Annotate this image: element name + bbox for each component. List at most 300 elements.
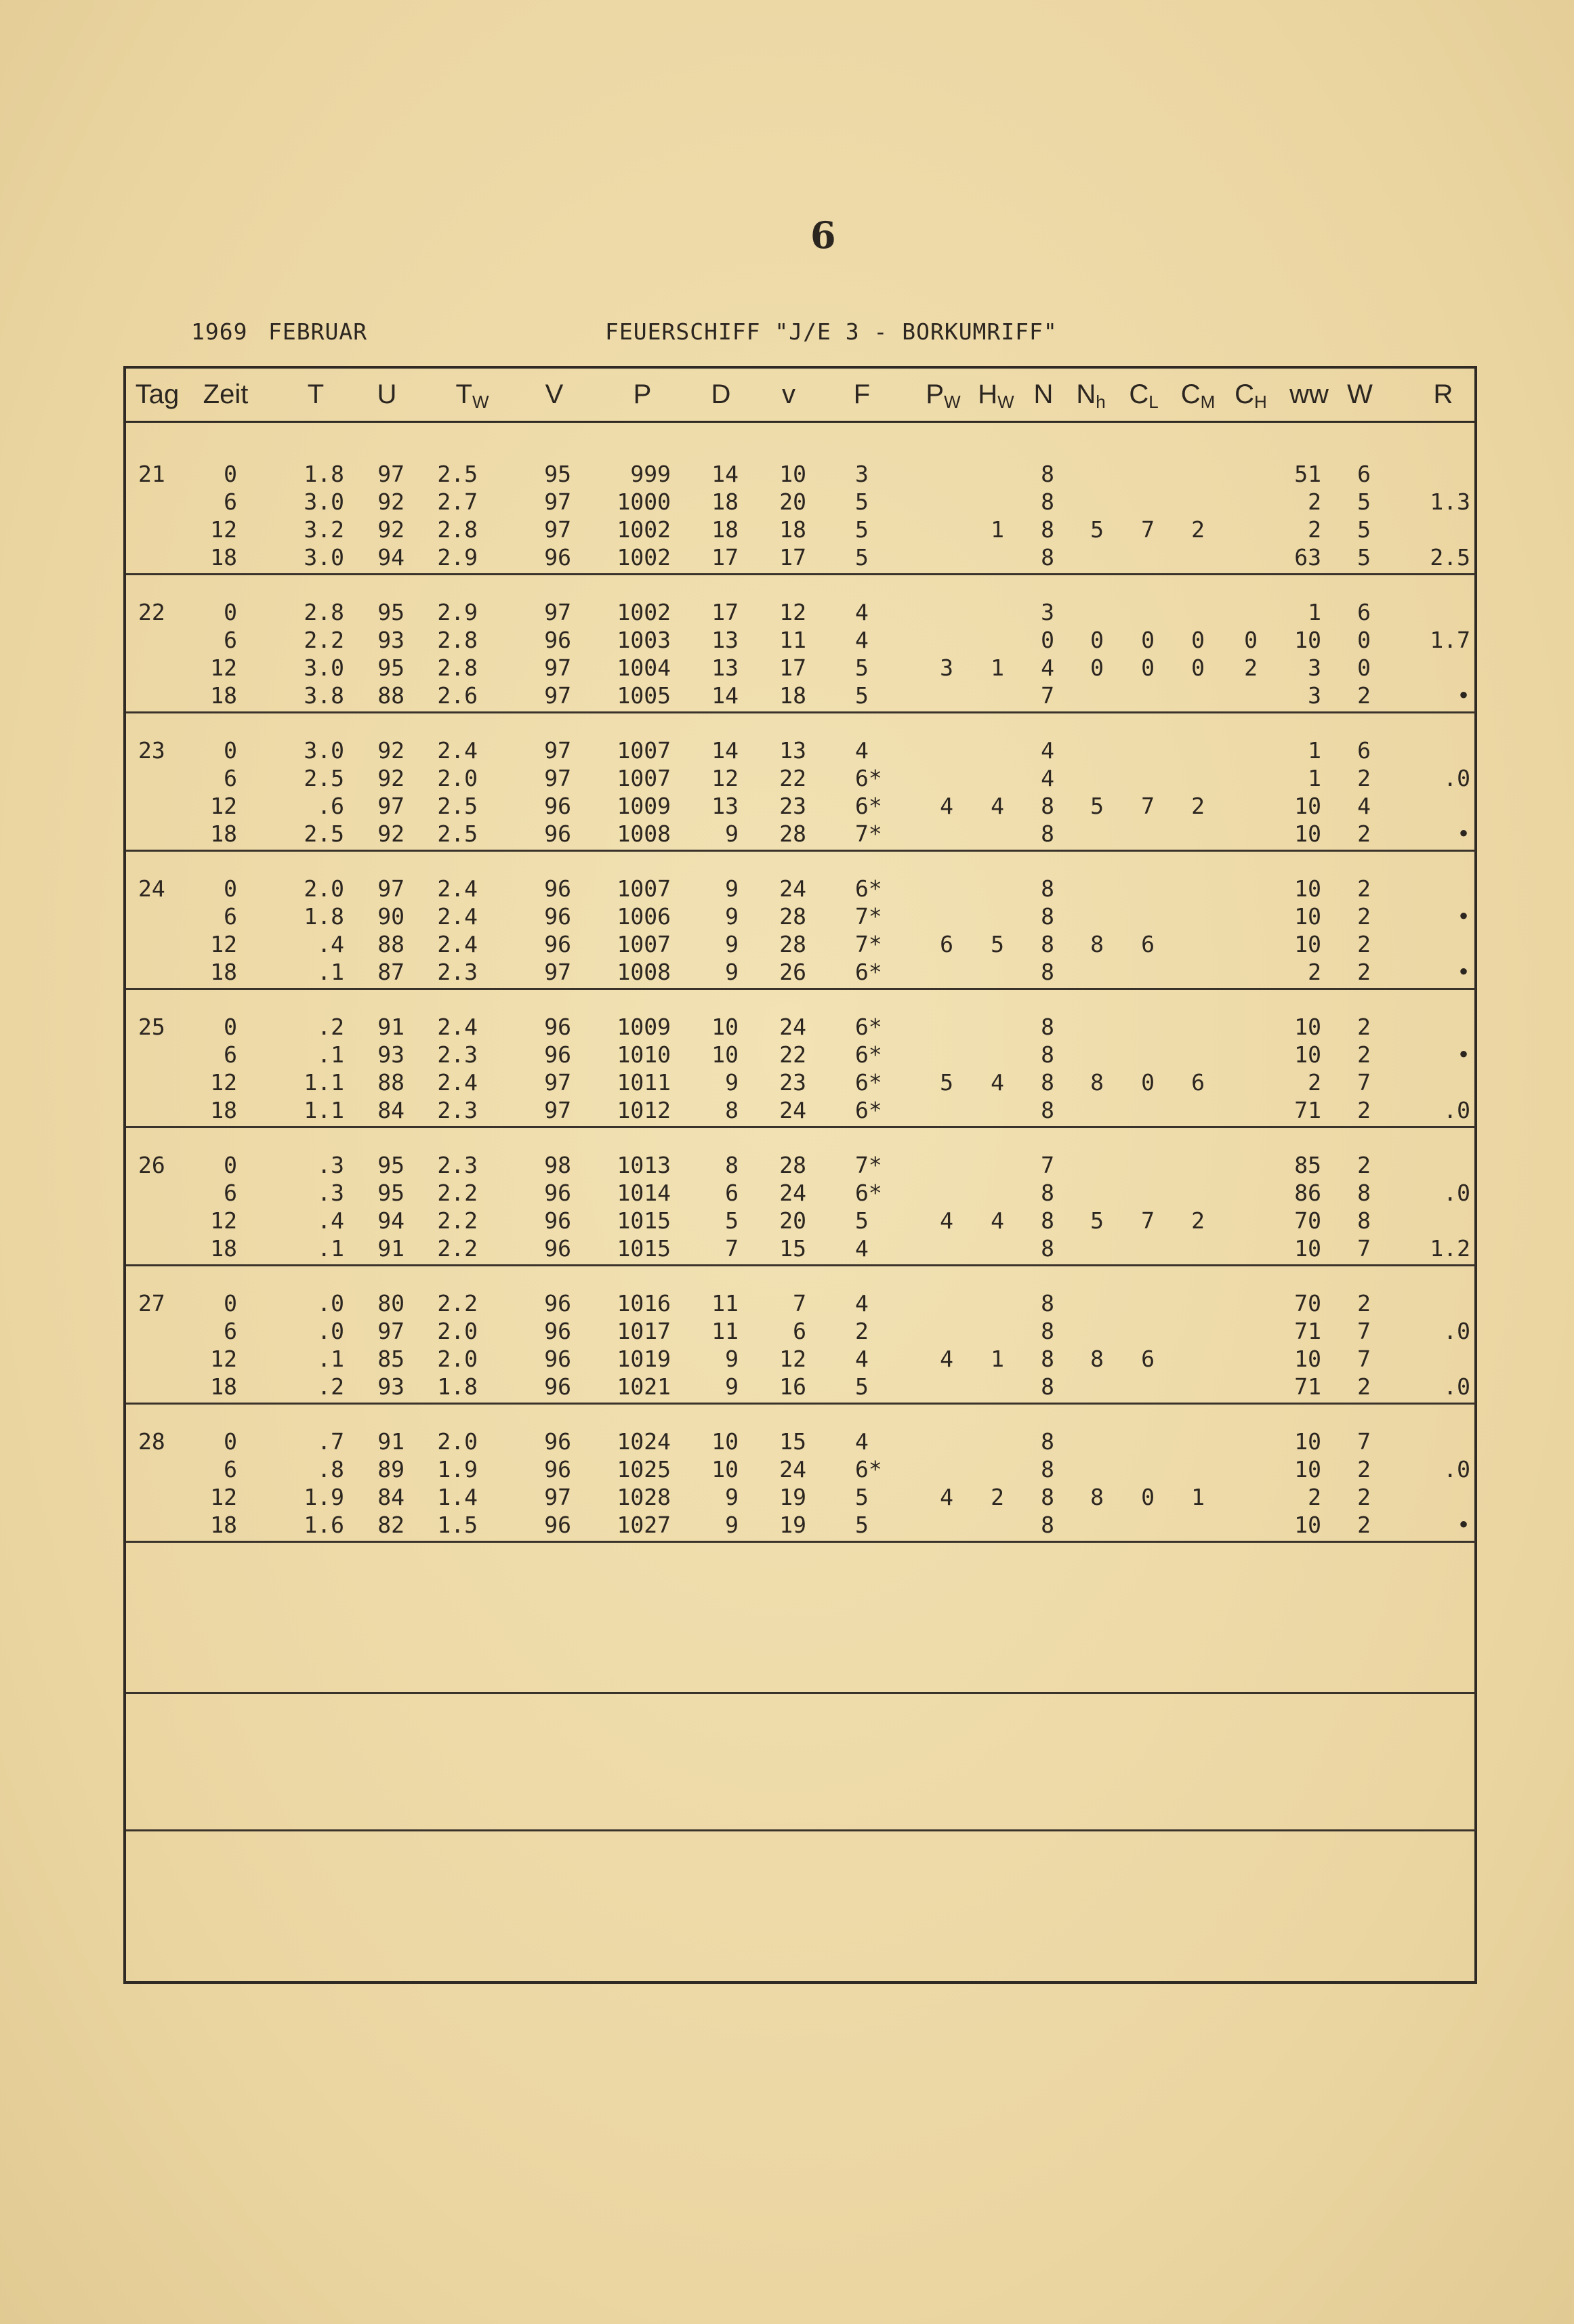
cell-f: 6*: [855, 1097, 882, 1123]
cell-v: 96: [544, 1373, 571, 1400]
cell-u: 88: [377, 1069, 405, 1096]
cell-f: 3: [855, 461, 869, 487]
cell-ww: 51: [1294, 461, 1321, 487]
cell-f: 4: [855, 1428, 869, 1455]
cell-cm: 0: [1191, 627, 1205, 653]
cell-f: 7*: [855, 903, 882, 930]
cell-u: 95: [377, 1180, 405, 1206]
cell-v: 17: [779, 655, 806, 681]
cell-t: .8: [317, 1456, 344, 1482]
cell-r: .0: [1443, 765, 1470, 791]
cell-pw: 5: [940, 1069, 953, 1096]
cell-t: .2: [317, 1014, 344, 1040]
cell-v: 96: [544, 1290, 571, 1316]
cell-tw: 2.9: [437, 599, 478, 625]
header-month: FEBRUAR: [268, 318, 368, 345]
cell-zeit: 6: [224, 1318, 237, 1344]
cell-r: .0: [1443, 1097, 1470, 1123]
cell-ww: 70: [1294, 1290, 1321, 1316]
cell-d: 14: [711, 682, 739, 709]
cell-d: 6: [725, 1180, 739, 1206]
cell-n: 8: [1041, 1069, 1054, 1096]
cell-zeit: 12: [210, 1484, 237, 1510]
cell-u: 87: [377, 959, 405, 985]
cell-cl: 0: [1141, 1069, 1155, 1096]
cell-u: 91: [377, 1235, 405, 1262]
cell-n: 8: [1041, 1318, 1054, 1344]
cell-ww: 2: [1308, 516, 1321, 543]
cell-t: .4: [317, 931, 344, 957]
cell-w: 0: [1357, 655, 1371, 681]
cell-t: 3.0: [304, 544, 344, 570]
cell-d: 9: [725, 1512, 739, 1538]
cell-nh: 8: [1090, 1069, 1104, 1096]
cell-cm: 2: [1191, 1207, 1205, 1234]
cell-f: 5: [855, 489, 869, 515]
cell-n: 8: [1041, 959, 1054, 985]
cell-d: 10: [711, 1041, 739, 1068]
cell-v: 96: [544, 1207, 571, 1234]
cell-tw: 2.4: [437, 931, 478, 957]
day-label: 27: [138, 1290, 165, 1316]
cell-u: 85: [377, 1346, 405, 1372]
cell-f: 6*: [855, 1069, 882, 1096]
cell-w: 2: [1357, 682, 1371, 709]
cell-v: 96: [544, 627, 571, 653]
cell-f: 7*: [855, 821, 882, 847]
cell-zeit: 0: [224, 1014, 237, 1040]
cell-p: 1005: [617, 682, 671, 709]
cell-v: 96: [544, 1318, 571, 1344]
cell-tw: 2.8: [437, 627, 478, 653]
cell-v: 24: [779, 875, 806, 902]
cell-d: 14: [711, 737, 739, 764]
cell-cl: 7: [1141, 1207, 1155, 1234]
cell-v: 96: [544, 544, 571, 570]
cell-zeit: 6: [224, 1456, 237, 1482]
cell-w: 7: [1357, 1069, 1371, 1096]
cell-v: 97: [544, 516, 571, 543]
cell-f: 5: [855, 655, 869, 681]
cell-u: 94: [377, 1207, 405, 1234]
cell-p: 1007: [617, 765, 671, 791]
cell-ww: 3: [1308, 655, 1321, 681]
cell-t: 1.1: [304, 1069, 344, 1096]
day-label: 23: [138, 737, 165, 764]
cell-ww: 86: [1294, 1180, 1321, 1206]
column-header-f: F: [853, 379, 871, 409]
cell-p: 1028: [617, 1484, 671, 1510]
cell-v: 18: [779, 682, 806, 709]
cell-p: 999: [630, 461, 671, 487]
cell-zeit: 18: [210, 1097, 237, 1123]
cell-nh: 5: [1090, 516, 1104, 543]
cell-d: 13: [711, 655, 739, 681]
cell-v: 28: [779, 903, 806, 930]
cell-t: 2.8: [304, 599, 344, 625]
cell-f: 5: [855, 1373, 869, 1400]
cell-zeit: 18: [210, 1373, 237, 1400]
cell-ww: 10: [1294, 1428, 1321, 1455]
cell-pw: 6: [940, 931, 953, 957]
cell-v: 97: [544, 655, 571, 681]
cell-f: 6*: [855, 1041, 882, 1068]
cell-u: 92: [377, 765, 405, 791]
cell-u: 92: [377, 489, 405, 515]
cell-v: 95: [544, 461, 571, 487]
cell-n: 8: [1041, 1456, 1054, 1482]
cell-d: 8: [725, 1152, 739, 1178]
cell-n: 8: [1041, 461, 1054, 487]
cell-tw: 2.4: [437, 875, 478, 902]
cell-ww: 10: [1294, 931, 1321, 957]
header-ship-name: FEUERSCHIFF "J/E 3 - BORKUMRIFF": [605, 318, 1058, 345]
cell-tw: 2.3: [437, 1041, 478, 1068]
cell-u: 84: [377, 1484, 405, 1510]
cell-v: 96: [544, 1346, 571, 1372]
cell-zeit: 6: [224, 627, 237, 653]
cell-n: 8: [1041, 1428, 1054, 1455]
column-header-ww: ww: [1289, 379, 1329, 409]
column-header-nh: $N_h$: [1076, 379, 1106, 412]
cell-v: 12: [779, 599, 806, 625]
cell-w: 5: [1357, 516, 1371, 543]
cell-v: 22: [779, 1041, 806, 1068]
cell-w: 7: [1357, 1318, 1371, 1344]
cell-n: 8: [1041, 931, 1054, 957]
cell-f: 5: [855, 516, 869, 543]
cell-r: •: [1457, 682, 1470, 709]
cell-d: 11: [711, 1318, 739, 1344]
cell-p: 1016: [617, 1290, 671, 1316]
cell-t: .2: [317, 1373, 344, 1400]
cell-ww: 63: [1294, 544, 1321, 570]
cell-f: 7*: [855, 931, 882, 957]
column-header-cl: $C_L$: [1129, 379, 1159, 412]
cell-v: 28: [779, 1152, 806, 1178]
cell-w: 2: [1357, 1097, 1371, 1123]
cell-ww: 71: [1294, 1097, 1321, 1123]
cell-v: 97: [544, 959, 571, 985]
cell-tw: 2.3: [437, 1152, 478, 1178]
cell-f: 5: [855, 682, 869, 709]
cell-v: 28: [779, 821, 806, 847]
cell-tw: 2.3: [437, 959, 478, 985]
cell-n: 8: [1041, 903, 1054, 930]
cell-ww: 10: [1294, 1456, 1321, 1482]
cell-v: 98: [544, 1152, 571, 1178]
cell-zeit: 6: [224, 765, 237, 791]
cell-t: .6: [317, 793, 344, 819]
cell-cl: 7: [1141, 793, 1155, 819]
cell-w: 2: [1357, 765, 1371, 791]
cell-tw: 2.0: [437, 765, 478, 791]
column-header-t: T: [307, 379, 325, 409]
cell-p: 1014: [617, 1180, 671, 1206]
cell-ww: 10: [1294, 1346, 1321, 1372]
empty-section-separator: [126, 1829, 1476, 1831]
cell-t: 1.6: [304, 1512, 344, 1538]
cell-v: 24: [779, 1014, 806, 1040]
cell-r: •: [1457, 821, 1470, 847]
cell-hw: 2: [991, 1484, 1004, 1510]
cell-tw: 2.6: [437, 682, 478, 709]
cell-t: 3.0: [304, 737, 344, 764]
day-separator: [126, 850, 1476, 852]
cell-tw: 2.4: [437, 1014, 478, 1040]
column-header-divider: [123, 421, 1477, 423]
cell-zeit: 0: [224, 737, 237, 764]
cell-t: 1.1: [304, 1097, 344, 1123]
cell-tw: 2.0: [437, 1428, 478, 1455]
cell-w: 2: [1357, 1290, 1371, 1316]
cell-v: 15: [779, 1428, 806, 1455]
cell-zeit: 0: [224, 1290, 237, 1316]
column-header-ch: $C_H$: [1235, 379, 1267, 412]
cell-tw: 2.2: [437, 1235, 478, 1262]
cell-hw: 4: [991, 1207, 1004, 1234]
cell-w: 2: [1357, 931, 1371, 957]
cell-tw: 2.2: [437, 1180, 478, 1206]
cell-zeit: 6: [224, 489, 237, 515]
cell-t: 1.8: [304, 903, 344, 930]
cell-d: 18: [711, 516, 739, 543]
cell-nh: 8: [1090, 931, 1104, 957]
cell-d: 9: [725, 1484, 739, 1510]
cell-u: 94: [377, 544, 405, 570]
cell-zeit: 18: [210, 544, 237, 570]
cell-t: .1: [317, 1346, 344, 1372]
cell-zeit: 0: [224, 1152, 237, 1178]
day-label: 25: [138, 1014, 165, 1040]
cell-n: 8: [1041, 544, 1054, 570]
cell-zeit: 18: [210, 682, 237, 709]
cell-v: 13: [779, 737, 806, 764]
cell-hw: 1: [991, 516, 1004, 543]
cell-d: 7: [725, 1235, 739, 1262]
cell-u: 93: [377, 1373, 405, 1400]
cell-v: 18: [779, 516, 806, 543]
cell-f: 2: [855, 1318, 869, 1344]
cell-ww: 10: [1294, 627, 1321, 653]
column-header-p: P: [633, 379, 652, 409]
cell-v: 96: [544, 1041, 571, 1068]
cell-tw: 2.4: [437, 737, 478, 764]
cell-ch: 2: [1244, 655, 1258, 681]
cell-v: 11: [779, 627, 806, 653]
cell-w: 2: [1357, 959, 1371, 985]
cell-cm: 0: [1191, 655, 1205, 681]
cell-v: 96: [544, 875, 571, 902]
cell-v: 96: [544, 821, 571, 847]
cell-ww: 2: [1308, 959, 1321, 985]
cell-p: 1006: [617, 903, 671, 930]
cell-n: 8: [1041, 1180, 1054, 1206]
cell-tw: 2.8: [437, 655, 478, 681]
cell-zeit: 18: [210, 821, 237, 847]
cell-v: 23: [779, 793, 806, 819]
cell-cl: 6: [1141, 1346, 1155, 1372]
cell-tw: 2.5: [437, 821, 478, 847]
cell-zeit: 12: [210, 516, 237, 543]
cell-zeit: 0: [224, 599, 237, 625]
cell-w: 8: [1357, 1180, 1371, 1206]
cell-v: 97: [544, 1069, 571, 1096]
cell-w: 7: [1357, 1346, 1371, 1372]
cell-ww: 10: [1294, 903, 1321, 930]
cell-d: 14: [711, 461, 739, 487]
column-header-hw: $H_W$: [978, 379, 1014, 412]
cell-u: 90: [377, 903, 405, 930]
cell-zeit: 0: [224, 1428, 237, 1455]
cell-v: 97: [544, 489, 571, 515]
cell-v: 19: [779, 1512, 806, 1538]
cell-u: 93: [377, 627, 405, 653]
cell-d: 9: [725, 875, 739, 902]
cell-n: 4: [1041, 737, 1054, 764]
cell-n: 8: [1041, 1373, 1054, 1400]
cell-u: 97: [377, 793, 405, 819]
cell-u: 91: [377, 1428, 405, 1455]
cell-p: 1007: [617, 875, 671, 902]
cell-t: 2.5: [304, 821, 344, 847]
cell-v: 22: [779, 765, 806, 791]
cell-nh: 5: [1090, 793, 1104, 819]
cell-t: 2.0: [304, 875, 344, 902]
cell-p: 1008: [617, 959, 671, 985]
cell-u: 88: [377, 931, 405, 957]
cell-u: 97: [377, 875, 405, 902]
cell-n: 4: [1041, 655, 1054, 681]
day-separator: [126, 1264, 1476, 1266]
cell-w: 2: [1357, 1041, 1371, 1068]
cell-v: 23: [779, 1069, 806, 1096]
day-separator: [126, 988, 1476, 990]
cell-zeit: 12: [210, 793, 237, 819]
cell-n: 8: [1041, 489, 1054, 515]
cell-v: 96: [544, 1428, 571, 1455]
cell-tw: 1.4: [437, 1484, 478, 1510]
cell-p: 1012: [617, 1097, 671, 1123]
cell-f: 5: [855, 1484, 869, 1510]
column-header-u: U: [377, 379, 397, 409]
cell-zeit: 18: [210, 959, 237, 985]
column-header-v: v: [782, 379, 795, 409]
cell-ww: 10: [1294, 1235, 1321, 1262]
cell-v: 96: [544, 1180, 571, 1206]
cell-tw: 2.8: [437, 516, 478, 543]
cell-tw: 1.5: [437, 1512, 478, 1538]
cell-ww: 1: [1308, 765, 1321, 791]
cell-d: 9: [725, 1346, 739, 1372]
cell-v: 96: [544, 931, 571, 957]
cell-zeit: 12: [210, 1069, 237, 1096]
cell-zeit: 0: [224, 461, 237, 487]
cell-u: 82: [377, 1512, 405, 1538]
cell-ww: 2: [1308, 489, 1321, 515]
cell-u: 95: [377, 655, 405, 681]
cell-p: 1015: [617, 1235, 671, 1262]
cell-f: 4: [855, 1346, 869, 1372]
cell-ww: 71: [1294, 1373, 1321, 1400]
column-header-r: R: [1433, 379, 1453, 409]
cell-ww: 10: [1294, 821, 1321, 847]
cell-t: 3.0: [304, 489, 344, 515]
cell-d: 9: [725, 931, 739, 957]
cell-d: 13: [711, 627, 739, 653]
cell-cm: 1: [1191, 1484, 1205, 1510]
cell-nh: 8: [1090, 1484, 1104, 1510]
cell-d: 8: [725, 1097, 739, 1123]
day-label: 21: [138, 461, 165, 487]
cell-w: 0: [1357, 627, 1371, 653]
cell-tw: 2.2: [437, 1290, 478, 1316]
cell-v: 96: [544, 793, 571, 819]
cell-r: .0: [1443, 1456, 1470, 1482]
cell-t: 2.5: [304, 765, 344, 791]
cell-n: 8: [1041, 821, 1054, 847]
cell-t: .3: [317, 1152, 344, 1178]
cell-hw: 4: [991, 1069, 1004, 1096]
cell-tw: 2.5: [437, 793, 478, 819]
cell-d: 9: [725, 821, 739, 847]
cell-p: 1013: [617, 1152, 671, 1178]
cell-d: 9: [725, 1373, 739, 1400]
cell-t: .4: [317, 1207, 344, 1234]
cell-zeit: 12: [210, 1207, 237, 1234]
cell-u: 93: [377, 1041, 405, 1068]
cell-ww: 85: [1294, 1152, 1321, 1178]
cell-nh: 5: [1090, 1207, 1104, 1234]
cell-ww: 10: [1294, 875, 1321, 902]
cell-zeit: 18: [210, 1512, 237, 1538]
day-label: 22: [138, 599, 165, 625]
cell-f: 7*: [855, 1152, 882, 1178]
cell-u: 89: [377, 1456, 405, 1482]
cell-p: 1007: [617, 737, 671, 764]
cell-w: 2: [1357, 903, 1371, 930]
cell-n: 4: [1041, 765, 1054, 791]
column-header-tag: Tag: [135, 379, 180, 409]
cell-w: 2: [1357, 821, 1371, 847]
cell-cm: 6: [1191, 1069, 1205, 1096]
cell-v: 24: [779, 1180, 806, 1206]
cell-r: 1.3: [1430, 489, 1470, 515]
cell-w: 2: [1357, 1456, 1371, 1482]
page-number: 6: [810, 213, 836, 257]
cell-w: 2: [1357, 1484, 1371, 1510]
cell-u: 95: [377, 1152, 405, 1178]
cell-r: 2.5: [1430, 544, 1470, 570]
cell-d: 9: [725, 1069, 739, 1096]
cell-zeit: 6: [224, 903, 237, 930]
cell-f: 4: [855, 737, 869, 764]
cell-cl: 0: [1141, 655, 1155, 681]
cell-v: 96: [544, 1235, 571, 1262]
cell-p: 1003: [617, 627, 671, 653]
cell-n: 8: [1041, 1097, 1054, 1123]
cell-t: 2.2: [304, 627, 344, 653]
cell-w: 2: [1357, 1512, 1371, 1538]
cell-nh: 0: [1090, 627, 1104, 653]
cell-v: 20: [779, 1207, 806, 1234]
day-separator: [126, 1541, 1476, 1543]
cell-d: 17: [711, 544, 739, 570]
cell-w: 6: [1357, 599, 1371, 625]
cell-d: 12: [711, 765, 739, 791]
cell-d: 10: [711, 1428, 739, 1455]
cell-ch: 0: [1244, 627, 1258, 653]
